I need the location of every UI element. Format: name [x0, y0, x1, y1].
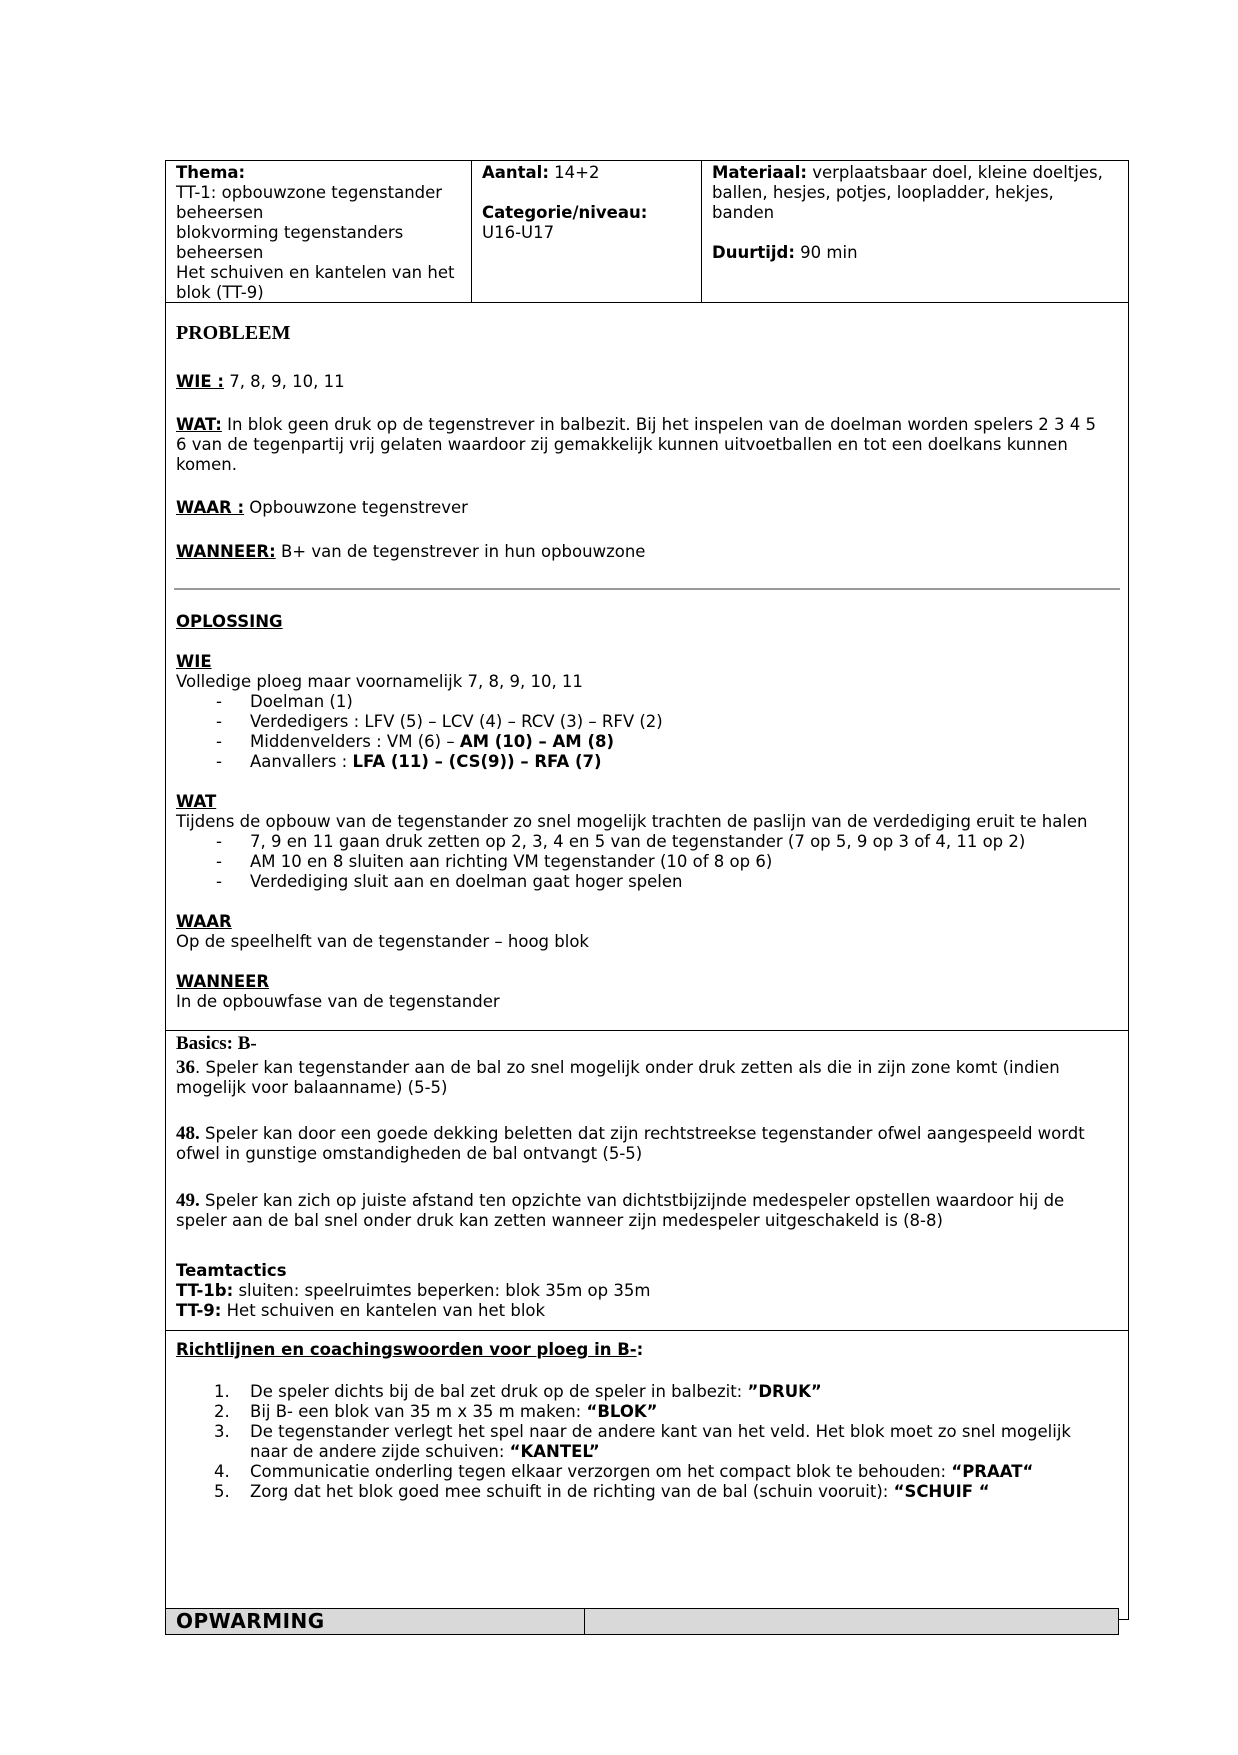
materiaal-line: banden	[712, 203, 775, 222]
oplossing-wanneer	[176, 972, 1112, 1012]
oplossing-wat	[176, 792, 1112, 892]
thema-line: beheersen	[176, 203, 264, 222]
duurtijd-row	[712, 243, 1118, 263]
oplossing-wat-label: WAT	[176, 792, 217, 811]
probleem-wanneer	[176, 542, 1112, 562]
materiaal-line: verplaatsbaar doel, kleine doeltjes,	[806, 163, 1103, 182]
list-item: - Verdediging sluit aan en doelman gaat hoger spelen	[176, 872, 1112, 892]
probleem-wanneer-value: B+ van de tegenstrever in hun opbouwzone	[275, 542, 646, 561]
basics-item: 48. Speler kan door een goede dekking beletten dat zijn rechtstreekse tegenstander ofwel aangespeeld wordt ofwel in gunstige omstandigheden de bal ontvangt (5-5)	[176, 1123, 1085, 1163]
oplossing-wie-intro: Volledige ploeg maar voornamelijk 7, 8, 9, 10, 11	[176, 672, 583, 691]
oplossing-wie	[176, 652, 1112, 772]
list-item: - 7, 9 en 11 gaan druk zetten op 2, 3, 4 en 5 van de tegenstander (7 op 5, 9 op 3 of 4, 11 op 2)	[176, 832, 1112, 852]
probleem-wie-value: 7, 8, 9, 10, 11	[223, 372, 345, 391]
basics-item: 36. Speler kan tegenstander aan de bal zo snel mogelijk onder druk zetten als die in zijn zone komt (indien mogelijk voor balaanname) (5-5)	[176, 1057, 1060, 1097]
aantal-label: Aantal:	[482, 163, 549, 182]
thema-cell	[166, 161, 472, 303]
materiaal-row	[712, 163, 1118, 183]
oplossing-waar	[176, 912, 1112, 952]
materiaal-line: ballen, hesjes, potjes, loopladder, hekjes,	[712, 183, 1054, 202]
oplossing-wie-label: WIE	[176, 652, 212, 671]
oplossing-wat-intro: Tijdens de opbouw van de tegenstander zo snel mogelijk trachten de paslijn van de verdediging eruit te halen	[176, 812, 1088, 831]
list-item: 1. De speler dichts bij de bal zet druk op de speler in balbezit: ”DRUK”	[214, 1382, 822, 1401]
basics-divider	[165, 1330, 1129, 1331]
materiaal-cell	[702, 161, 1128, 303]
richtlijnen-title: Richtlijnen en coachingswoorden voor ploeg in B-:	[176, 1340, 644, 1359]
tt9-label: TT-9:	[176, 1301, 222, 1320]
list-item: - Verdedigers : LFV (5) – LCV (4) – RCV (3) – RFV (2)	[176, 712, 1112, 732]
list-item: 3. De tegenstander verlegt het spel naar de andere kant van het veld. Het blok moet zo snel mogelijk naar de andere zijde schuiven: “KANTEL”	[214, 1422, 1071, 1461]
opwarming-title: OPWARMING	[165, 1608, 585, 1635]
richtlijnen-list	[176, 1382, 1112, 1502]
teamtactics-label: Teamtactics	[176, 1261, 287, 1280]
oplossing-wat-list	[176, 832, 1112, 892]
basics-item: 49. Speler kan zich op juiste afstand ten opzichte van dichtstbijzijnde medespeler opstellen waardoor hij de speler aan de bal snel onder druk kan zetten wanneer zijn medespeler uitgeschakeld is (8-8)	[176, 1190, 1065, 1230]
teamtactics	[176, 1261, 1112, 1321]
thema-line: TT-1: opbouwzone tegenstander	[176, 183, 443, 202]
probleem-wat-line: komen.	[176, 455, 237, 474]
tt1-label: TT-1b:	[176, 1281, 234, 1300]
oplossing-waar-value: Op de speelhelft van de tegenstander – hoog blok	[176, 932, 589, 951]
oplossing-wanneer-value: In de opbouwfase van de tegenstander	[176, 992, 500, 1011]
probleem-divider	[174, 588, 1120, 590]
categorie-value: U16-U17	[482, 223, 555, 242]
oplossing-title: OPLOSSING	[176, 612, 283, 631]
probleem-wie	[176, 372, 1112, 392]
list-item: - Middenvelders : VM (6) – AM (10) – AM (8)	[176, 732, 1112, 752]
thema-line: blok (TT-9)	[176, 283, 264, 302]
oplossing-divider	[165, 1030, 1129, 1031]
thema-line: blokvorming tegenstanders	[176, 223, 404, 242]
list-item: - Doelman (1)	[176, 692, 1112, 712]
thema-line: Het schuiven en kantelen van het	[176, 263, 455, 282]
probleem-wat-label: WAT:	[176, 415, 222, 434]
list-item: 2. Bij B- een blok van 35 m x 35 m maken: “BLOK”	[214, 1402, 658, 1421]
list-item: 4. Communicatie onderling tegen elkaar verzorgen om het compact blok te behouden: “PRAAT“	[214, 1462, 1034, 1481]
probleem-wat-line: In blok geen druk op de tegenstrever in balbezit. Bij het inspelen van de doelman worden spelers 2 3 4 5	[221, 415, 1097, 434]
probleem-waar-label: WAAR :	[176, 498, 245, 517]
tt1-value: sluiten: speelruimtes beperken: blok 35m op 35m	[233, 1281, 651, 1300]
opwarming-row	[165, 1608, 1119, 1635]
categorie-label: Categorie/niveau:	[482, 203, 648, 222]
list-item: - Aanvallers : LFA (11) – (CS(9)) – RFA (7)	[176, 752, 1112, 772]
thema-label: Thema:	[176, 163, 246, 182]
probleem-wat-line: 6 van de tegenpartij vrij gelaten waardoor zij gemakkelijk kunnen uitvoetballen en tot een doelkans kunnen	[176, 435, 1068, 454]
list-item: 5. Zorg dat het blok goed mee schuift in de richting van de bal (schuin vooruit): “SCHUIF “	[214, 1482, 990, 1501]
oplossing-waar-label: WAAR	[176, 912, 232, 931]
probleem-title: PROBLEEM	[176, 322, 291, 344]
aantal-value: 14+2	[548, 163, 600, 182]
basics-title: Basics: B-	[176, 1033, 257, 1054]
duurtijd-value: 90 min	[794, 243, 858, 262]
probleem-wanneer-label: WANNEER:	[176, 542, 276, 561]
opwarming-empty-cell	[585, 1608, 1119, 1635]
probleem-wie-label: WIE :	[176, 372, 224, 391]
list-item: - AM 10 en 8 sluiten aan richting VM tegenstander (10 of 8 op 6)	[176, 852, 1112, 872]
probleem-wat	[176, 415, 1112, 475]
oplossing-wanneer-label: WANNEER	[176, 972, 270, 991]
duurtijd-label: Duurtijd:	[712, 243, 795, 262]
probleem-waar	[176, 498, 1112, 518]
oplossing-wie-list	[176, 692, 1112, 772]
tt9-value: Het schuiven en kantelen van het blok	[221, 1301, 546, 1320]
materiaal-label: Materiaal:	[712, 163, 807, 182]
thema-line: beheersen	[176, 243, 264, 262]
probleem-waar-value: Opbouwzone tegenstrever	[244, 498, 468, 517]
aantal-cell	[472, 161, 702, 303]
aantal-row	[482, 163, 691, 183]
